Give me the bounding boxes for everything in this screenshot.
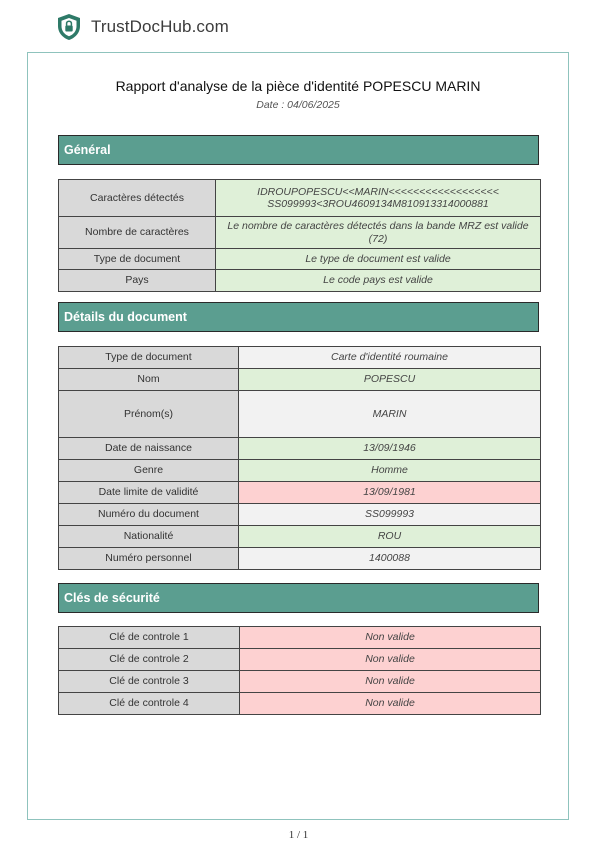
shield-lock-icon <box>57 13 81 41</box>
row-label: Numéro personnel <box>59 548 239 570</box>
row-label: Nationalité <box>59 526 239 548</box>
details-table <box>58 346 541 570</box>
site-header <box>57 12 229 42</box>
table-row <box>59 482 541 504</box>
row-label: Genre <box>59 460 239 482</box>
table-row <box>59 649 541 671</box>
table-row <box>59 369 541 391</box>
row-label: Clé de controle 1 <box>59 627 240 649</box>
row-label: Type de document <box>59 249 216 270</box>
table-row <box>59 249 541 270</box>
row-value: Le nombre de caractères détectés dans la bande MRZ est valide (72) <box>216 217 541 249</box>
section-security-header: Clés de sécurité <box>58 583 539 613</box>
row-label: Clé de controle 4 <box>59 693 240 715</box>
row-value: Non valide <box>240 649 541 671</box>
table-row <box>59 526 541 548</box>
row-value: Homme <box>239 460 541 482</box>
table-row <box>59 347 541 369</box>
report-title: Rapport d'analyse de la pièce d'identité POPESCU MARIN <box>115 78 481 94</box>
row-value: ROU <box>239 526 541 548</box>
row-label: Nombre de caractères <box>59 217 216 249</box>
row-label: Clé de controle 3 <box>59 671 240 693</box>
row-label: Date limite de validité <box>59 482 239 504</box>
row-label: Pays <box>59 270 216 292</box>
report-page <box>27 52 569 820</box>
row-value: POPESCU <box>239 369 541 391</box>
section-details-header: Détails du document <box>58 302 539 332</box>
table-row <box>59 217 541 249</box>
row-value: Non valide <box>240 627 541 649</box>
table-row <box>59 627 541 649</box>
row-value: 13/09/1946 <box>239 438 541 460</box>
security-table <box>58 626 541 715</box>
row-value: Le code pays est valide <box>216 270 541 292</box>
table-row <box>59 438 541 460</box>
row-label: Type de document <box>59 347 239 369</box>
table-row <box>59 548 541 570</box>
table-row <box>59 504 541 526</box>
row-label: Prénom(s) <box>59 391 239 438</box>
table-row <box>59 270 541 292</box>
row-label: Clé de controle 2 <box>59 649 240 671</box>
table-row <box>59 460 541 482</box>
table-row <box>59 693 541 715</box>
brand-name[interactable]: TrustDocHub.com <box>91 17 229 36</box>
row-value: 1400088 <box>239 548 541 570</box>
row-value: SS099993 <box>239 504 541 526</box>
table-row <box>59 391 541 438</box>
table-row <box>59 671 541 693</box>
row-label: Date de naissance <box>59 438 239 460</box>
row-value: MARIN <box>239 391 541 438</box>
general-table <box>58 179 541 292</box>
row-value: IDROUPOPESCU<<MARIN<<<<<<<<<<<<<<<<<< SS099993<3ROU4609134M810913314000881 <box>216 180 541 217</box>
row-value: Non valide <box>240 693 541 715</box>
row-label: Nom <box>59 369 239 391</box>
row-label: Numéro du document <box>59 504 239 526</box>
table-row <box>59 180 541 217</box>
row-value: Le type de document est valide <box>216 249 541 270</box>
section-general-header: Général <box>58 135 539 165</box>
report-date: Date : 04/06/2025 <box>256 99 340 111</box>
row-value: 13/09/1981 <box>239 482 541 504</box>
page-number: 1 / 1 <box>288 829 309 841</box>
row-value: Non valide <box>240 671 541 693</box>
row-label: Caractères détectés <box>59 180 216 217</box>
row-value: Carte d'identité roumaine <box>239 347 541 369</box>
